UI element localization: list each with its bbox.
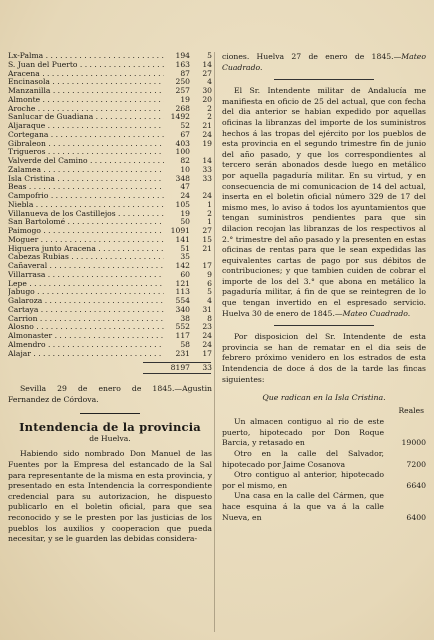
amount-value: 87 xyxy=(180,68,190,78)
municipality-name: Carrion . . . xyxy=(8,315,164,324)
municipality-name: Manzanilla . . . xyxy=(8,87,164,96)
fraction-value: 4 xyxy=(207,77,212,87)
amount-value: 1492 xyxy=(170,112,190,122)
amount-value: 19 xyxy=(180,208,190,218)
amount-value: 348 xyxy=(175,173,190,183)
amount-value: 19 xyxy=(180,94,190,104)
amount-value: 403 xyxy=(175,138,190,148)
municipality-name: Galaroza . . . xyxy=(8,297,164,306)
amount-value: 35 xyxy=(180,252,190,262)
paragraph-appointment: Habiendo sido nombrado Don Manuel de las Fuentes por la Empresa del estancado de la Sal para representante de la misma en esta provincia, y presentado en esta Intendencia la correspondiente credencial para su autorizacion, he dispuesto publicarlo en el boletin oficial, para que sea reconocido y se le presten por las justicias de los pueblos los auxilios y cooperacion que pueda necesitar, y se le guarden las debidas considera- xyxy=(8,449,212,544)
paragraph-intendente-body: El Sr. Intendente militar de Andalucía me manifiesta en oficio de 25 del actual, que con fecha del dia anterior se habian expedido por aquellas oficinas la libranzas del importe de los suministros hechos á las tropas del ejército por los pueblos de esta provincia en el segundo trimestre fin de junio del año pasado, y que los correspondientes al tercero serán abonados desde luego en metálico por aquella pagaduría militar. En su virtud, y en consecuencia de mi comunicacion de 14 del actual, inserta en el boletin oficial número 329 de 17 del mismo mes, lo aviso á todos los ayuntamientos que tengan suministros pendientes para que sin dilacion recojan las libranzas de los respectivos al 2.° trimestre del año pasado y la presenten en estas oficinas de rentas para que le sean expedidas las equivalentes cartas de pago por sus débitos de contribuciones; y que tambien cuiden de cobrar el importe de los del 3.° que abona en metálico la pagaduría militar, á fin de que se reintegren de lo que tengan invertido en el espresado servicio. Huelva 30 de enero de 1845.— xyxy=(222,86,426,318)
municipality-name: Encinasola . . . xyxy=(8,78,164,87)
municipality-name: Almendro . . . xyxy=(8,341,164,350)
amount-value: 1091 xyxy=(170,226,190,235)
amount-value: 121 xyxy=(175,278,190,288)
municipality-name: Aljaraque . . . xyxy=(8,122,164,131)
fraction-value: 9 xyxy=(207,269,212,279)
fraction-value: 17 xyxy=(202,261,212,270)
signature: Mateo Cuadrado. xyxy=(222,52,426,72)
amount-value: 113 xyxy=(175,287,190,297)
municipality-name: Beas . . . xyxy=(8,183,164,192)
amount-value: 231 xyxy=(175,348,190,358)
paragraph-auction: Por disposicion del Sr. Intendente de esta provincia se han de rematar en el dia seis de febrero próximo venidero en los estrados de esta Intendencia de doce á dos de la tarde las fincas siguientes: xyxy=(222,332,426,384)
table-row xyxy=(8,350,212,359)
property-amount: 6640 xyxy=(406,480,426,490)
fraction-value: 8 xyxy=(207,313,212,323)
continuation-body: ciones. Huelva 27 de enero de 1845. xyxy=(222,52,394,61)
location-subtitle: Que radican en la Isla Cristina. xyxy=(262,393,386,403)
property-amount: 7200 xyxy=(406,459,426,469)
amount-value: 100 xyxy=(175,147,190,157)
total-rule-bottom xyxy=(143,373,211,374)
municipality-name: Sanlucar de Guadiana . . . xyxy=(8,113,164,122)
fraction-value: 27 xyxy=(202,68,212,78)
amount-value: 250 xyxy=(175,77,190,87)
fraction-value: 15 xyxy=(202,234,212,244)
fraction-value: 20 xyxy=(202,94,212,104)
municipality-name: Campofrio . . . xyxy=(8,192,164,201)
municipality-name: Villanueva de los Castillejos . . . xyxy=(8,210,164,219)
municipality-name: Almonaster . . . xyxy=(8,332,164,341)
fraction-value: 33 xyxy=(202,173,212,183)
property-amount: 19000 xyxy=(401,438,426,448)
fraction-value: 17 xyxy=(202,348,212,358)
municipality-name: Higuera junto Aracena . . . xyxy=(8,245,164,254)
amount-value: 60 xyxy=(180,269,190,279)
amount-value: 554 xyxy=(175,296,190,305)
separator xyxy=(80,413,140,414)
fraction-value: 24 xyxy=(202,339,212,349)
municipality-name: Niebla . . . xyxy=(8,201,164,210)
amount-value: 51 xyxy=(180,243,190,253)
fraction-value: 5 xyxy=(207,287,212,297)
left-column xyxy=(8,52,212,545)
amount-value: 58 xyxy=(180,339,190,349)
municipality-name: Aracena . . . xyxy=(8,70,164,79)
amount-value: 257 xyxy=(175,86,190,95)
fraction-value: 24 xyxy=(202,129,212,139)
fraction-value: 19 xyxy=(202,138,212,148)
municipality-name: Cañaveral . . . xyxy=(8,262,164,271)
fraction-value: 31 xyxy=(202,304,212,314)
section-heading: Intendencia de la provincia xyxy=(19,420,201,435)
property-item xyxy=(222,449,426,470)
fraction-value: 6 xyxy=(207,278,212,288)
municipality-name: Cabezas Rubias . . . xyxy=(8,253,164,262)
fraction-value: 2 xyxy=(207,208,212,218)
municipality-name: Cortegana . . . xyxy=(8,131,164,140)
amount-value: 340 xyxy=(175,304,190,314)
municipality-name: Alosno . . . xyxy=(8,323,164,332)
fraction-value: 2 xyxy=(207,103,212,113)
amount-value: 142 xyxy=(175,261,190,270)
fraction-value: 2 xyxy=(207,112,212,122)
municipality-name: Villarrasa . . . xyxy=(8,271,164,280)
municipality-name: San Bartolomé . . . xyxy=(8,218,164,227)
municipality-name: Paimogo . . . xyxy=(8,227,164,236)
property-description: Otro contiguo al anterior, hipotecado por el mismo, en xyxy=(222,470,384,490)
amount-value: 141 xyxy=(175,234,190,244)
continuation-text: ciones. Huelva 27 de enero de 1845.—Mateo Cuadrado. xyxy=(222,52,426,72)
reales-label: Reales xyxy=(398,406,424,416)
municipality-name: S. Juan del Puerto . . . xyxy=(8,61,164,70)
total-row xyxy=(8,363,212,372)
amount-value: 50 xyxy=(180,217,190,227)
amount-value: 47 xyxy=(180,182,190,192)
municipality-name: Jabugo . . . xyxy=(8,288,164,297)
municipality-name: Moguer . . . xyxy=(8,236,164,245)
property-amount: 6400 xyxy=(406,512,426,522)
signature: Mateo Cuadrado. xyxy=(342,308,411,318)
total-value-1: 8197 xyxy=(170,363,190,373)
municipality-name: Aroche . . . xyxy=(8,105,164,114)
fraction-value: 24 xyxy=(202,331,212,340)
municipality-name: Trigueros . . . xyxy=(8,148,164,157)
municipality-name: Alajar . . . xyxy=(8,350,164,359)
municipality-name: Lepe . . . xyxy=(8,280,164,289)
amount-value: 194 xyxy=(175,51,190,60)
fraction-value: 23 xyxy=(202,322,212,332)
fraction-value: 21 xyxy=(202,243,212,253)
amount-value: 105 xyxy=(175,199,190,209)
amount-value: 38 xyxy=(180,313,190,323)
municipality-name: Valverde del Camino . . . xyxy=(8,157,164,166)
right-column xyxy=(222,52,426,523)
fraction-value: 5 xyxy=(207,51,212,60)
property-description: Un almacen contiguo al rio de este puerto, hipotecado por Don Roque Barcia, y retasado en xyxy=(222,417,384,448)
municipality-name: Almonte . . . xyxy=(8,96,164,105)
fraction-value: 14 xyxy=(202,156,212,165)
amount-value: 163 xyxy=(175,59,190,69)
separator-rule xyxy=(274,79,374,80)
column-divider xyxy=(214,52,215,632)
fraction-value: 30 xyxy=(202,86,212,95)
fraction-value: 24 xyxy=(202,191,212,200)
amount-value: 67 xyxy=(180,129,190,139)
total-value-2: 33 xyxy=(202,363,212,373)
fraction-value: 1 xyxy=(207,217,212,227)
municipality-name: Cartaya . . . xyxy=(8,306,164,315)
property-item xyxy=(222,491,426,523)
fraction-value: 14 xyxy=(202,59,212,69)
paragraph-intendente xyxy=(222,86,426,319)
property-item xyxy=(222,470,426,491)
amount-value: 268 xyxy=(175,103,190,113)
property-item xyxy=(222,417,426,449)
municipality-table xyxy=(8,52,212,358)
municipality-name: Zalamea . . . xyxy=(8,166,164,175)
amount-value: 52 xyxy=(180,121,190,130)
property-list xyxy=(222,417,426,523)
fraction-value: 33 xyxy=(202,164,212,174)
amount-value: 117 xyxy=(175,331,190,340)
amount-value: 82 xyxy=(180,156,190,165)
fraction-value: 21 xyxy=(202,121,212,130)
property-description: Otro en la calle del Salvador, hipotecado por Jaime Cosanova xyxy=(222,449,384,469)
amount-value: 24 xyxy=(180,191,190,200)
municipality-name: Gibraleon . . . xyxy=(8,140,164,149)
municipality-name: Lx-Palma . . . xyxy=(8,52,164,61)
fraction-value: 27 xyxy=(202,226,212,235)
separator-rule xyxy=(274,325,374,326)
fraction-value: 1 xyxy=(207,199,212,209)
property-description: Una casa en la calle del Cármen, que hace esquina á la que va á la calle Nueva, en xyxy=(222,491,384,522)
date-signature-line: Sevilla 29 de enero de 1845.—Agustin Fernandez de Córdova. xyxy=(8,384,212,404)
fraction-value: 4 xyxy=(207,296,212,305)
municipality-name: Isla Cristina . . . xyxy=(8,175,164,184)
amount-value: 552 xyxy=(175,322,190,332)
section-subheading: de Huelva. xyxy=(89,434,131,444)
amount-value: 10 xyxy=(180,164,190,174)
